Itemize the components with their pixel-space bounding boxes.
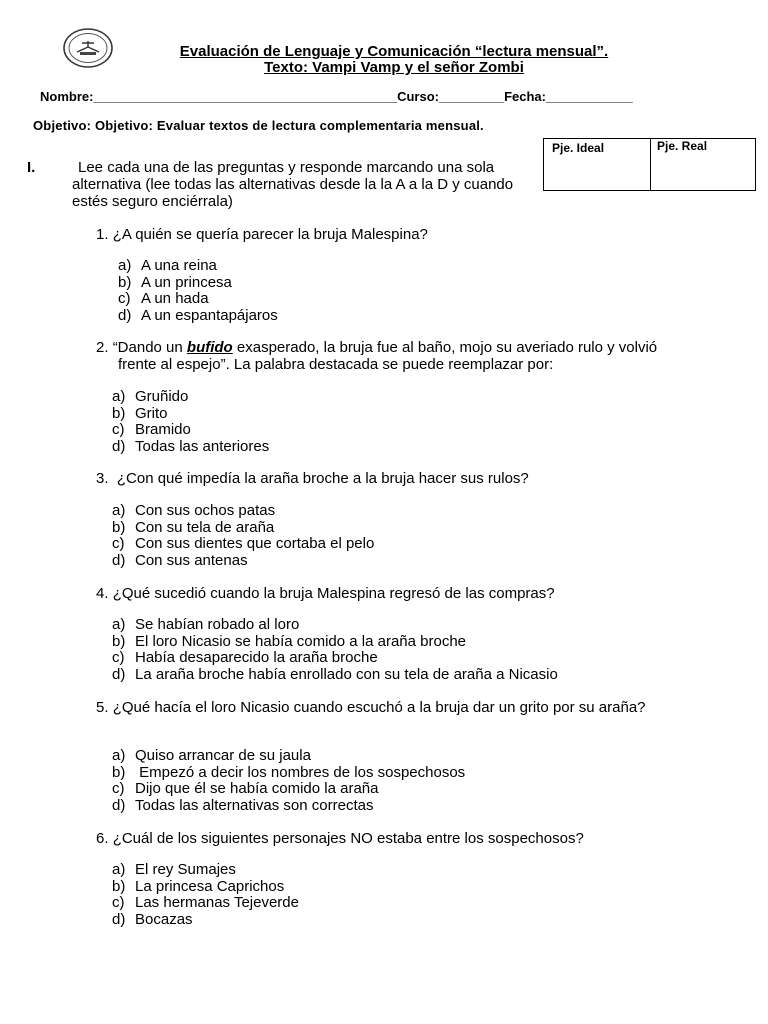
question-number: 5.: [96, 699, 109, 716]
score-box: [543, 138, 756, 191]
score-ideal-label: Pje. Ideal: [552, 141, 605, 155]
option-c: c) Con sus dientes que cortaba el pelo: [112, 535, 375, 552]
question-5-options: [112, 748, 465, 814]
option-d: d) Bocazas: [112, 910, 193, 928]
option-d: d) La araña broche había enrollado con su tela de araña a Nicasio: [112, 665, 558, 683]
question-number: 6.: [96, 830, 109, 847]
option-d: d) Todas las alternativas son correctas: [112, 796, 374, 814]
option-b: b) Empezó a decir los nombres de los sospechosos: [112, 763, 466, 781]
option-b: b) La princesa Caprichos: [112, 877, 285, 895]
option-b: b) Con su tela de araña: [112, 518, 275, 536]
option-a: a) A una reina: [118, 257, 217, 274]
question-1: [96, 226, 676, 243]
option-c: c) Había desaparecido la araña broche: [112, 649, 378, 666]
option-c: c) A un hada: [118, 290, 209, 307]
question-3: [96, 470, 696, 487]
question-3-options: [112, 503, 374, 569]
question-number: 4.: [96, 585, 109, 602]
question-text: ¿Cuál de los siguientes personajes NO estaba entre los sospechosos?: [112, 830, 584, 847]
question-text: ¿Con qué impedía la araña broche a la bruja hacer sus rulos?: [116, 470, 529, 487]
question-number: 1.: [96, 226, 109, 243]
objective-line: Objetivo: Objetivo: Evaluar textos de lectura complementaria mensual.: [33, 118, 484, 133]
question-text: “Dando un bufido exasperado, la bruja fue al baño, mojo su averiado rulo y volvió frente al espejo”. La palabra destacada se puede reemplazar por:: [112, 339, 658, 373]
question-2: [96, 339, 696, 373]
question-text: ¿A quién se quería parecer la bruja Malespina?: [112, 226, 428, 243]
section-number: I.: [27, 159, 36, 176]
option-a: a) Con sus ochos patas: [112, 502, 276, 519]
question-number: 2.: [96, 339, 109, 356]
option-b: b) Grito: [112, 404, 168, 422]
question-2-options: [112, 389, 269, 455]
question-number: 3.: [96, 470, 109, 487]
option-b: b) El loro Nicasio se había comido a la araña broche: [112, 632, 467, 650]
option-a: a) El rey Sumajes: [112, 861, 236, 878]
option-d: d) A un espantapájaros: [118, 306, 278, 324]
question-4-options: [112, 617, 558, 683]
option-d: d) Todas las anteriores: [112, 437, 270, 455]
question-1-options: [118, 258, 278, 324]
option-d: d) Con sus antenas: [112, 551, 248, 569]
question-text: ¿Qué sucedió cuando la bruja Malespina regresó de las compras?: [112, 585, 555, 602]
document-subtitle: Texto: Vampi Vamp y el señor Zombi: [264, 59, 524, 76]
option-a: a) Se habían robado al loro: [112, 616, 300, 633]
score-real-label: Pje. Real: [650, 139, 755, 190]
option-a: a) Gruñido: [112, 388, 189, 405]
option-c: c) Bramido: [112, 421, 191, 438]
document-title: Evaluación de Lenguaje y Comunicación “lectura mensual”.: [179, 43, 609, 60]
option-b: b) A un princesa: [118, 273, 232, 291]
option-c: c) Dijo que él se había comido la araña: [112, 780, 379, 797]
student-fields-line: Nombre:__________________________________________Curso:_________Fecha:____________: [40, 89, 633, 104]
option-c: c) Las hermanas Tejeverde: [112, 894, 299, 911]
question-text: ¿Qué hacía el loro Nicasio cuando escuchó a la bruja dar un grito por su araña?: [112, 699, 646, 716]
option-a: a) Quiso arrancar de su jaula: [112, 747, 311, 764]
question-6: [96, 830, 716, 847]
question-6-options: [112, 862, 299, 928]
highlighted-word: bufido: [186, 339, 233, 356]
question-4: [96, 585, 696, 602]
question-5: [96, 699, 710, 716]
section-instruction: Lee cada una de las preguntas y responde marcando una sola alternativa (lee todas las alternativas desde la la A a la D y cuando estés seguro enciérrala): [72, 159, 514, 210]
